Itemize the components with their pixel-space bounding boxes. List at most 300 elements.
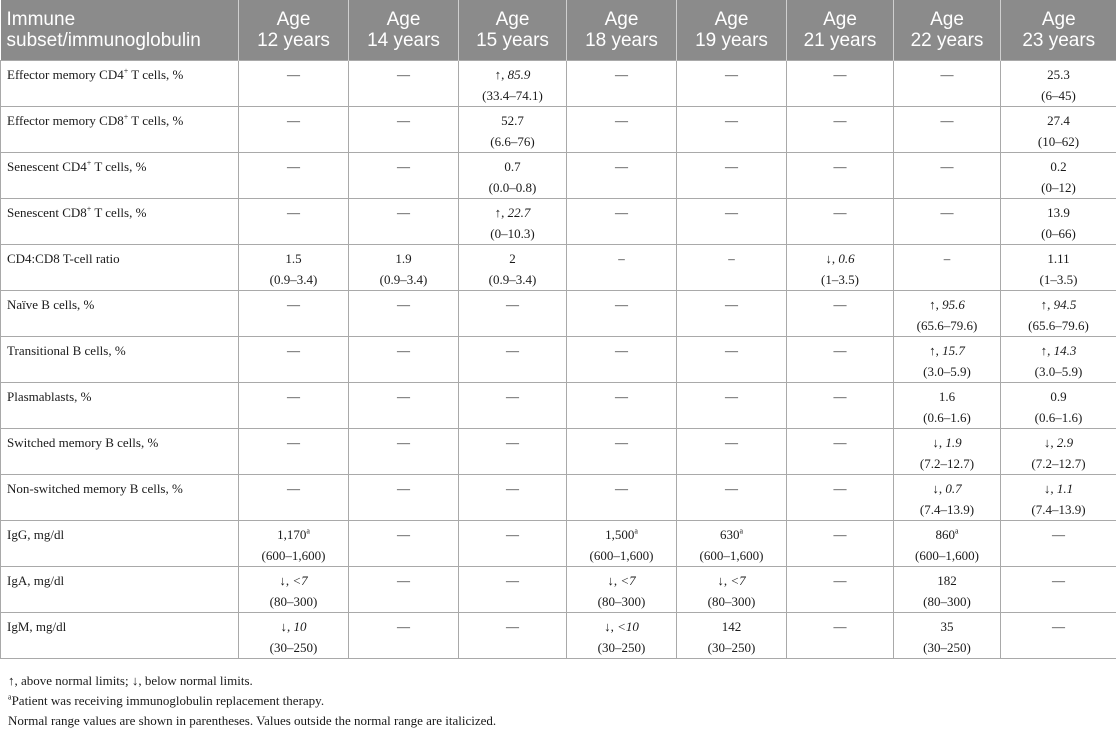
row-label-superscript: + [123,66,129,76]
cell-normal-range: (600–1,600) [261,548,326,563]
cell-value [683,570,780,591]
cell-value-text: 35 [940,619,954,634]
cell-value [1007,110,1110,131]
table-cell [1001,199,1116,245]
table-cell [567,337,677,383]
table-footnotes [0,659,1116,731]
cell-value-text: — [506,619,519,634]
table-cell [349,245,459,291]
header-line: 18 years [585,30,658,51]
cell-value-text: — [506,573,519,588]
cell-value-text: – [728,251,735,266]
table-cell [567,61,677,107]
table-cell [349,61,459,107]
table-cell [677,567,787,613]
table-cell [1001,429,1116,475]
cell-value [793,156,887,177]
table-cell [239,337,349,383]
header-age-21 [787,0,894,61]
row-label [1,613,239,659]
cell-value [355,432,452,453]
table-cell [677,383,787,429]
cell-value [245,524,342,545]
cell-value [245,386,342,407]
cell-value-text: — [725,435,738,450]
cell-value-text: ↓, [932,481,946,496]
row-label-text: Senescent CD8 [7,205,87,220]
cell-value [900,110,994,131]
table-cell [459,107,567,153]
cell-value [245,570,342,591]
header-line: Age [386,9,421,30]
table-cell [787,521,894,567]
cell-value [573,432,670,453]
cell-value [900,478,994,499]
table-cell [677,291,787,337]
cell-value-text: — [287,481,300,496]
table-cell [239,61,349,107]
row-label-superscript: + [86,158,92,168]
cell-value [793,248,887,269]
table-cell [239,613,349,659]
cell-value [573,340,670,361]
header-age-19 [677,0,787,61]
table-cell [787,61,894,107]
table-cell [239,521,349,567]
cell-value-text: — [506,343,519,358]
cell-value [465,432,560,453]
cell-value-text: – [618,251,625,266]
table-cell [459,337,567,383]
row-label [1,199,239,245]
table-cell [677,153,787,199]
cell-value [245,616,342,637]
cell-value [683,156,780,177]
cell-value [465,110,560,131]
table-cell [894,61,1001,107]
cell-value [683,294,780,315]
header-line: Age [495,9,530,30]
cell-value-text: — [287,113,300,128]
row-label-tail: T cells, % [91,159,147,174]
cell-value-text: — [397,67,410,82]
table-cell [349,337,459,383]
cell-value-italic: 94.5 [1053,297,1077,312]
table-cell [894,199,1001,245]
table-cell [349,613,459,659]
row-label-text: IgA, mg/dl [7,573,65,588]
cell-value [573,616,670,637]
cell-normal-range: (80–300) [707,594,756,609]
cell-footnote-mark: a [306,526,310,536]
table-cell [349,383,459,429]
cell-value-text: — [725,297,738,312]
row-label [1,153,239,199]
table-cell [459,567,567,613]
table-cell [567,199,677,245]
cell-value [683,110,780,131]
cell-value [683,202,780,223]
cell-normal-range: (30–250) [923,640,971,655]
cell-value [793,110,887,131]
table-cell [349,429,459,475]
cell-value [1007,616,1110,637]
cell-footnote-mark: a [634,526,638,536]
table-cell [239,291,349,337]
cell-value [355,156,452,177]
cell-value-text: 0.2 [1050,159,1067,174]
table-cell [787,199,894,245]
table-cell [459,291,567,337]
cell-value [465,524,560,545]
cell-value-text: 2 [509,251,516,266]
cell-value-text: 860 [935,527,955,542]
table-cell [349,475,459,521]
cell-value [683,386,780,407]
row-label-text: Effector memory CD8 [7,113,124,128]
table-cell [894,383,1001,429]
cell-value-text: — [397,389,410,404]
cell-normal-range: (3.0–5.9) [1034,364,1083,379]
table-row [1,107,1116,153]
table-cell [567,567,677,613]
cell-value-text: — [940,67,954,82]
footnote-a-text: Patient was receiving immunoglobulin replacement therapy. [11,693,325,708]
cell-value [900,202,994,223]
cell-normal-range: (600–1,600) [699,548,764,563]
table-cell [239,107,349,153]
cell-value-text: ↓, [604,619,618,634]
table-row [1,153,1116,199]
cell-value-text: — [397,343,410,358]
table-cell [677,61,787,107]
cell-value [793,478,887,499]
cell-value-text: — [833,67,847,82]
cell-value-italic: 1.1 [1056,481,1074,496]
cell-value-italic: 15.7 [942,343,965,358]
header-age-18 [567,0,677,61]
cell-value-italic: 85.9 [507,67,531,82]
cell-value-text: — [615,67,628,82]
table-cell [894,613,1001,659]
table-cell [787,245,894,291]
table-cell [894,521,1001,567]
row-label [1,61,239,107]
table-row [1,429,1116,475]
cell-value [355,570,452,591]
cell-value-text: — [725,343,738,358]
cell-value-text: — [506,435,519,450]
cell-normal-range: (0.6–1.6) [1034,410,1083,425]
header-age-22 [894,0,1001,61]
cell-normal-range: (7.4–13.9) [919,502,975,517]
cell-value [573,524,670,545]
cell-value [465,570,560,591]
table-cell [894,291,1001,337]
cell-value-italic: 2.9 [1056,435,1074,450]
cell-value [1007,156,1110,177]
cell-value-text: ↓, [279,573,293,588]
cell-value [245,294,342,315]
cell-value-text: — [833,297,847,312]
table-cell [787,429,894,475]
cell-value-text: — [615,113,628,128]
cell-value [900,64,994,85]
table-cell [677,337,787,383]
cell-value [465,294,560,315]
cell-value-text: — [287,343,300,358]
cell-footnote-mark: a [954,526,959,536]
table-cell [677,429,787,475]
table-row [1,337,1116,383]
row-label [1,475,239,521]
cell-normal-range: (30–250) [707,640,756,655]
cell-value [355,340,452,361]
cell-value-text: — [833,159,847,174]
cell-value [573,202,670,223]
cell-value-text: 1,500 [605,527,635,542]
header-age-12 [239,0,349,61]
cell-value-text: ↑, [494,205,508,220]
cell-value-italic: 14.3 [1053,343,1077,358]
row-label [1,521,239,567]
cell-value [245,432,342,453]
table-cell [894,475,1001,521]
cell-normal-range: (600–1,600) [915,548,979,563]
table-cell [239,153,349,199]
cell-value-text: — [506,527,519,542]
cell-normal-range: (33.4–74.1) [482,88,543,103]
table-cell [567,245,677,291]
header-line: 12 years [257,30,330,51]
cell-value [465,478,560,499]
cell-normal-range: (3.0–5.9) [923,364,971,379]
table-cell [349,153,459,199]
table-cell [349,521,459,567]
table-cell [787,567,894,613]
cell-value-text: — [397,297,410,312]
header-line: Age [714,9,749,30]
cell-value-text: 27.4 [1047,113,1070,128]
cell-value [245,478,342,499]
cell-normal-range: (1–3.5) [821,272,859,287]
cell-value-text: — [615,435,628,450]
cell-value [1007,386,1110,407]
header-line: 15 years [476,30,549,51]
cell-value-text: — [397,113,410,128]
cell-value-text: — [1052,619,1065,634]
cell-value-text: 1.11 [1047,251,1070,266]
row-label-tail: T cells, % [128,113,184,128]
cell-value-italic: 1.9 [945,435,962,450]
cell-value [355,110,452,131]
cell-value [683,478,780,499]
cell-value-text: 1.5 [285,251,302,266]
cell-normal-range: (7.2–12.7) [919,456,975,471]
table-cell [1001,613,1116,659]
cell-value [355,248,452,269]
cell-value [900,524,994,545]
cell-value-text: 1.6 [938,389,956,404]
cell-normal-range: (30–250) [269,640,318,655]
cell-normal-range: (7.2–12.7) [1031,456,1086,471]
row-label-text: Transitional B cells, % [7,343,126,358]
table-cell [349,291,459,337]
cell-value-italic: 95.6 [942,297,965,312]
table-cell [894,567,1001,613]
cell-value [1007,432,1110,453]
cell-value-text: 1,170 [277,527,307,542]
cell-value [355,616,452,637]
cell-normal-range: (6.6–76) [490,134,535,149]
cell-value-text: — [833,573,847,588]
cell-value-text: — [397,205,410,220]
cell-value [900,156,994,177]
row-label [1,567,239,613]
cell-value [683,340,780,361]
cell-value [900,294,994,315]
row-label-tail: T cells, % [91,205,147,220]
table-cell [1001,337,1116,383]
row-label-text: Plasmablasts, % [7,389,92,404]
cell-value [465,64,560,85]
cell-normal-range: (1–3.5) [1039,272,1078,287]
header-line: Age [276,9,311,30]
table-cell [567,521,677,567]
cell-value-text: — [615,205,628,220]
table-cell [677,107,787,153]
cell-value [900,386,994,407]
cell-value [683,616,780,637]
cell-value [793,524,887,545]
table-cell [239,199,349,245]
cell-value-italic: 0.6 [838,251,855,266]
cell-value [683,524,780,545]
footnote-a-mark: a [8,692,12,702]
row-label-superscript: + [123,112,129,122]
cell-value [355,64,452,85]
table-row [1,475,1116,521]
header-row [1,0,1116,61]
cell-value [793,432,887,453]
table-cell [787,107,894,153]
cell-value-text: ↓, [825,251,839,266]
row-label-text: Switched memory B cells, % [7,435,159,450]
footnote-legend: ↑, above normal limits; ↓, below normal limits. [8,673,253,688]
cell-value-text: 142 [721,619,742,634]
cell-value [573,64,670,85]
cell-value-text: — [940,159,954,174]
table-cell [1001,61,1116,107]
row-label-text: CD4:CD8 T-cell ratio [7,251,120,266]
header-line: Age [930,9,964,30]
cell-normal-range: (0–12) [1041,180,1076,195]
cell-value-text: — [833,481,847,496]
row-label-text: Non-switched memory B cells, % [7,481,183,496]
table-cell [567,475,677,521]
cell-value-text: — [287,67,300,82]
cell-value-text: — [397,159,410,174]
cell-value-text: — [287,435,300,450]
table-cell [567,153,677,199]
cell-normal-range: (6–45) [1041,88,1076,103]
header-line: 14 years [367,30,440,51]
cell-value [573,570,670,591]
cell-value [793,340,887,361]
row-label-text: Effector memory CD4 [7,67,124,82]
cell-value-text: — [287,205,300,220]
cell-value [465,386,560,407]
cell-value [1007,478,1110,499]
header-line: Immune [6,9,76,30]
cell-normal-range: (0.9–3.4) [379,272,428,287]
table-cell [677,199,787,245]
cell-value-text: ↓, [1043,481,1057,496]
row-label-text: IgM, mg/dl [7,619,67,634]
table-cell [787,613,894,659]
table-cell [787,383,894,429]
cell-value-text: — [725,113,738,128]
header-line: 19 years [695,30,768,51]
cell-value [1007,294,1110,315]
cell-normal-range: (80–300) [597,594,646,609]
table-cell [459,245,567,291]
header-immune-subset [1,0,239,61]
header-line: Age [1041,9,1076,30]
cell-value [573,110,670,131]
cell-value-text: — [725,205,738,220]
table-cell [349,107,459,153]
cell-value-text: ↓, [717,573,731,588]
cell-value [683,432,780,453]
cell-value-text: — [506,481,519,496]
cell-value [1007,570,1110,591]
header-age-23 [1001,0,1116,61]
cell-value [465,340,560,361]
table-cell [1001,107,1116,153]
cell-value-italic: <7 [292,573,308,588]
cell-value-italic: <7 [620,573,636,588]
cell-value-text: — [940,205,954,220]
row-label-superscript: + [86,204,92,214]
cell-value-text: — [1052,527,1065,542]
cell-value-italic: 10 [293,619,307,634]
cell-value [355,524,452,545]
cell-value-text: 182 [937,573,957,588]
table-cell [894,153,1001,199]
table-cell [1001,291,1116,337]
cell-value-text: — [506,297,519,312]
cell-value-text: — [833,205,847,220]
table-cell [567,429,677,475]
cell-value [793,294,887,315]
header-line: 21 years [803,30,877,51]
table-cell [1001,521,1116,567]
cell-value-text: — [833,435,847,450]
cell-value [355,202,452,223]
cell-value-text: — [615,481,628,496]
cell-value [1007,248,1110,269]
row-label [1,383,239,429]
table-cell [1001,153,1116,199]
cell-value-text: 1.9 [395,251,412,266]
cell-value-text: — [615,159,628,174]
cell-value-text: 13.9 [1047,205,1070,220]
cell-normal-range: (0.9–3.4) [488,272,537,287]
cell-value-text: — [397,619,410,634]
cell-value-italic: <7 [730,573,746,588]
table-cell [567,107,677,153]
